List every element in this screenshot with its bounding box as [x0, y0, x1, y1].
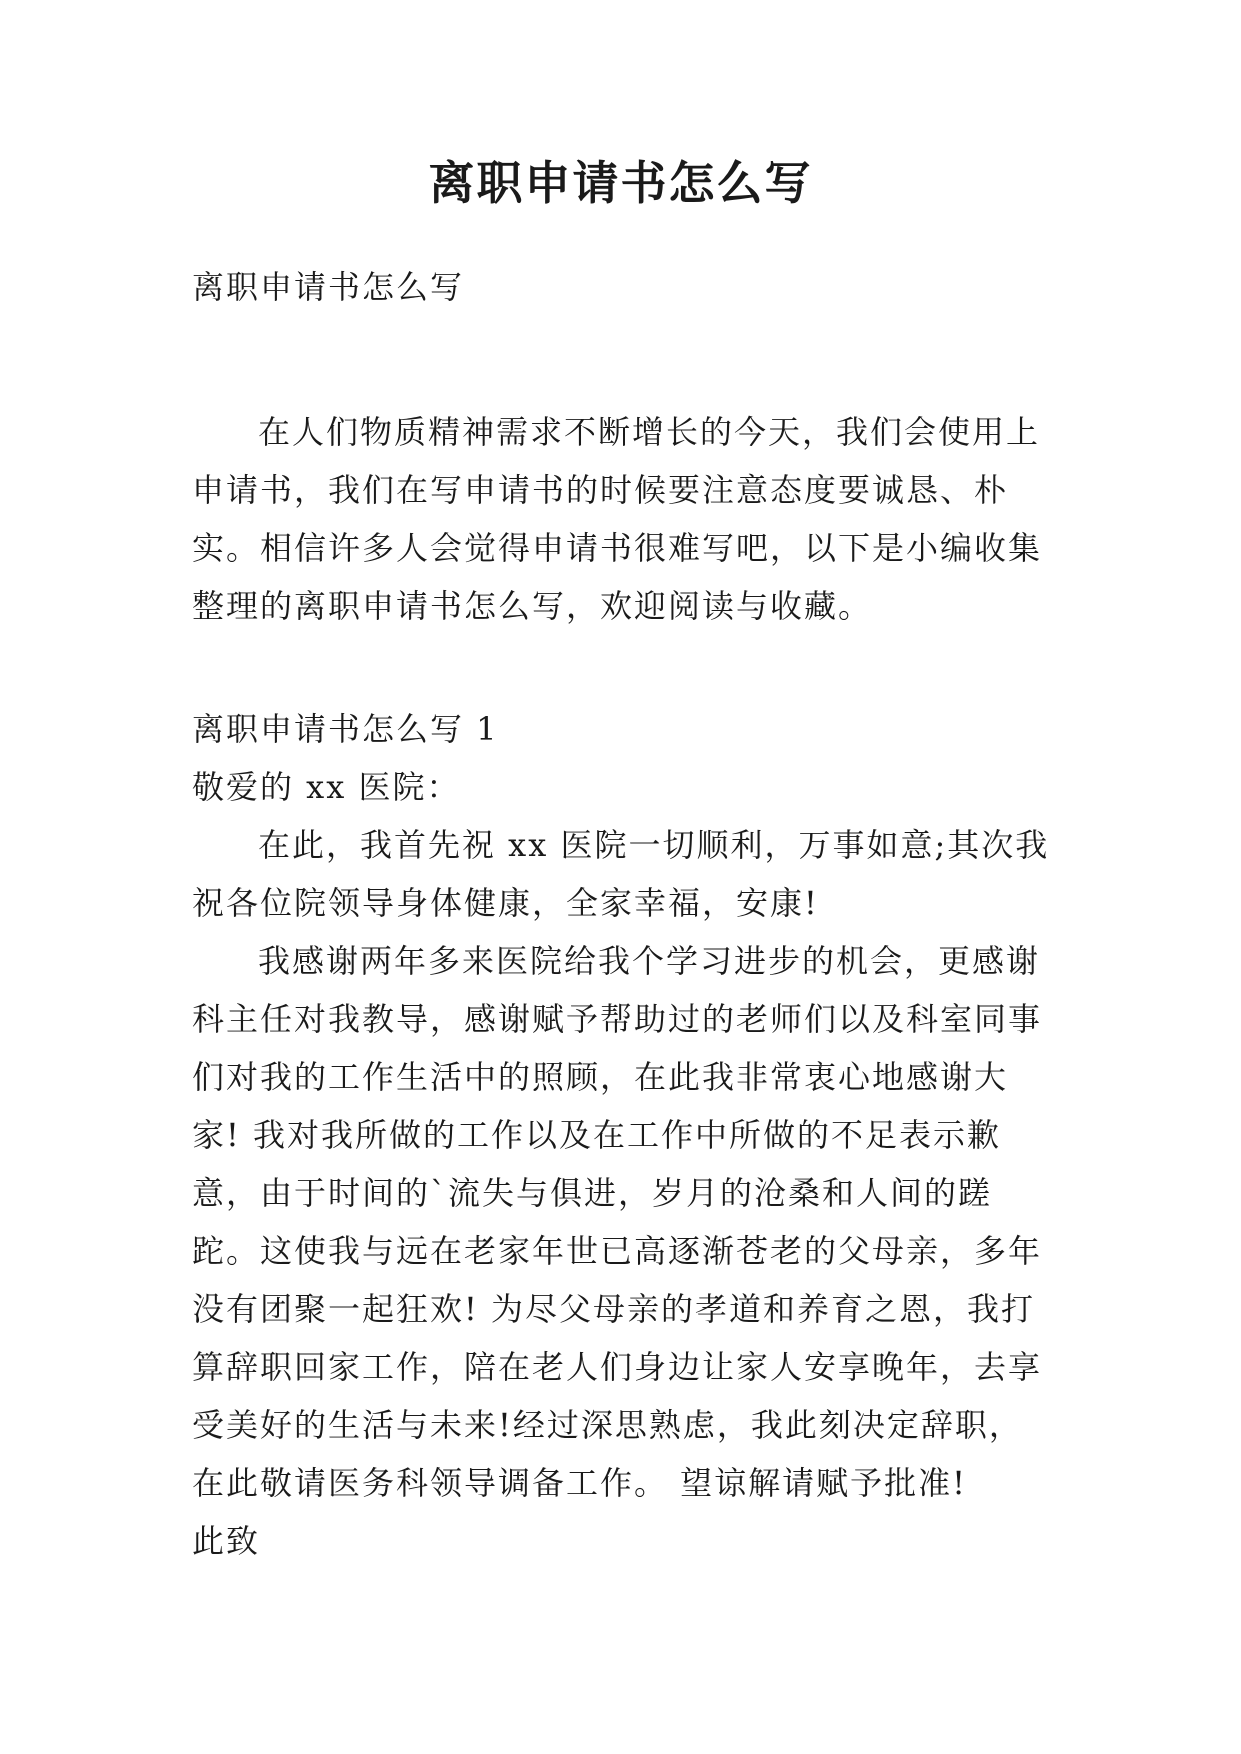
salutation: 敬爱的 xx 医院： [192, 768, 461, 806]
letter-paragraph-1: 在此，我首先祝 xx 医院一切顺利，万事如意;其次我祝各位院领导身体健康，全家幸福，安康! [192, 826, 1050, 922]
section-heading: 离职申请书怎么写 1 [192, 710, 499, 748]
letter-paragraph-2: 我感谢两年多来医院给我个学习进步的机会，更感谢科主任对我教导，感谢赋予帮助过的老师们以及科室同事们对我的工作生活中的照顾，在此我非常衷心地感谢大家! 我对我所做的工作以及在工作中所做的不足表示歉意，由于时间的`流失与俱进，岁月的沧桑和人间的蹉跎。这使我与远在老家年世已高逐渐苍老的父母亲，多年没有团聚一起狂欢! 为尽父母亲的孝道和养育之恩，我打算辞职回家工作，陪在老人们身边让家人安享晚年，去享受美好的生活与未来!经过深思熟虑，我此刻决定辞职，在此敬请医务科领导调备工作。 望谅解请赋予批准! [192, 942, 1043, 1502]
letter-section [192, 700, 1054, 1570]
document-subtitle: 离职申请书怎么写 [192, 268, 465, 306]
closing-line: 此致 [192, 1522, 261, 1560]
intro-paragraph: 在人们物质精神需求不断增长的今天，我们会使用上申请书，我们在写申请书的时候要注意态度要诚恳、朴实。相信许多人会觉得申请书很难写吧，以下是小编收集整理的离职申请书怎么写，欢迎阅读与收藏。 [192, 413, 1043, 625]
document-title: 离职申请书怎么写 [428, 156, 813, 210]
